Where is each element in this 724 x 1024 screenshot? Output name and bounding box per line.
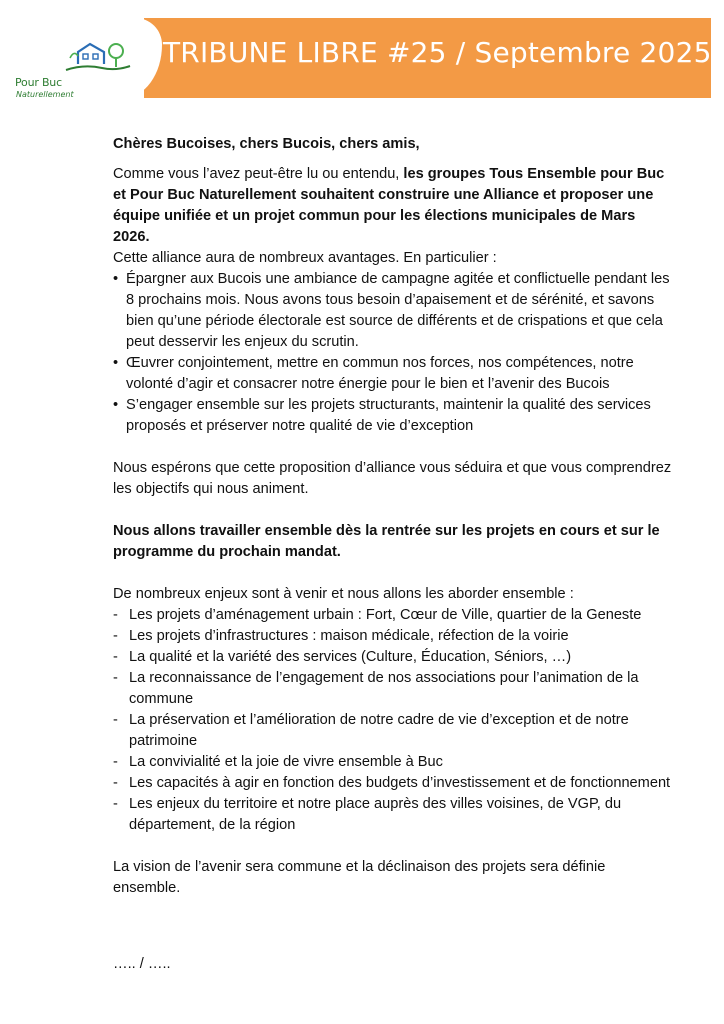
issue-text: La convivialité et la joie de vivre ensemble à Buc bbox=[129, 754, 443, 770]
list-item bbox=[113, 626, 673, 647]
issue-text: La préservation et l’amélioration de notre cadre de vie d’exception et de notre patrimoine bbox=[129, 712, 629, 749]
greeting: Chères Bucoises, chers Bucois, chers amis, bbox=[113, 136, 420, 152]
list-item bbox=[113, 605, 673, 626]
issue-text: Les enjeux du territoire et notre place auprès des villes voisines, de VGP, du département, de la région bbox=[129, 796, 622, 833]
bullet-icon: • bbox=[113, 397, 119, 413]
advantages-intro: Cette alliance aura de nombreux avantages. En particulier : bbox=[113, 250, 497, 266]
dash-icon: - bbox=[113, 775, 118, 791]
list-item bbox=[113, 794, 673, 836]
bullet-text: S’engager ensemble sur les projets structurants, maintenir la qualité des services proposés et préserver notre qualité de vie d’exception bbox=[126, 397, 651, 434]
bullet-icon: • bbox=[113, 271, 119, 287]
work-together-paragraph: Nous allons travailler ensemble dès la rentrée sur les projets en cours et sur le programme du prochain mandat. bbox=[113, 523, 660, 560]
issue-text: Les capacités à agir en fonction des budgets d’investissement et de fonctionnement bbox=[129, 775, 671, 791]
bullet-icon: • bbox=[113, 355, 119, 371]
list-item bbox=[113, 668, 673, 710]
letter-body bbox=[113, 134, 673, 975]
logo bbox=[0, 18, 162, 98]
list-item bbox=[113, 647, 673, 668]
dash-icon: - bbox=[113, 628, 118, 644]
bullet-text: Épargner aux Bucois une ambiance de campagne agitée et conflictuelle pendant les 8 prochains mois. Nous avons tous besoin d’apaisement et de sérénité, et savons bien qu’une période électorale est source de différents et de crispations et que cela peut desservir les enjeux du scrutin. bbox=[126, 271, 670, 350]
intro-paragraph bbox=[113, 164, 673, 248]
house-tree-logo-icon bbox=[64, 40, 134, 76]
issue-text: Les projets d’aménagement urbain : Fort, Cœur de Ville, quartier de la Geneste bbox=[129, 607, 642, 623]
vision-paragraph: La vision de l’avenir sera commune et la déclinaison des projets sera définie ensemble. bbox=[113, 859, 606, 896]
intro-plain-text: Comme vous l’avez peut-être lu ou entendu, bbox=[113, 166, 404, 182]
page-continuation-marker: ….. / ….. bbox=[113, 956, 171, 972]
bullet-text: Œuvrer conjointement, mettre en commun nos forces, nos compétences, notre volonté d’agir et consacrer notre énergie pour le bien et l’avenir des Bucois bbox=[126, 355, 634, 392]
issue-text: La qualité et la variété des services (Culture, Éducation, Séniors, …) bbox=[129, 649, 572, 665]
page-title: TRIBUNE LIBRE #25 / Septembre 2025 bbox=[163, 36, 712, 69]
list-item bbox=[113, 752, 673, 773]
list-item bbox=[113, 710, 673, 752]
list-item bbox=[113, 269, 673, 353]
list-item bbox=[113, 395, 673, 437]
logo-text-primary: Pour Buc bbox=[15, 76, 62, 89]
list-item bbox=[113, 773, 673, 794]
dash-icon: - bbox=[113, 754, 118, 770]
intro-bold-text: les groupes Tous Ensemble pour Buc et Pour Buc Naturellement souhaitent construire une Alliance et proposer une équipe unifiée et un projet commun pour les élections municipales de Mars 2026. bbox=[113, 166, 665, 245]
dash-icon: - bbox=[113, 649, 118, 665]
dash-icon: - bbox=[113, 670, 118, 686]
dash-icon: - bbox=[113, 796, 118, 812]
issue-text: Les projets d’infrastructures : maison médicale, réfection de la voirie bbox=[129, 628, 569, 644]
dash-icon: - bbox=[113, 712, 118, 728]
dash-icon: - bbox=[113, 607, 118, 623]
list-item bbox=[113, 353, 673, 395]
issue-text: La reconnaissance de l’engagement de nos associations pour l’animation de la commune bbox=[129, 670, 639, 707]
logo-text-secondary: Naturellement bbox=[16, 90, 74, 99]
hope-paragraph: Nous espérons que cette proposition d’alliance vous séduira et que vous comprendrez les objectifs qui nous animent. bbox=[113, 460, 672, 497]
issues-intro: De nombreux enjeux sont à venir et nous allons les aborder ensemble : bbox=[113, 586, 574, 602]
